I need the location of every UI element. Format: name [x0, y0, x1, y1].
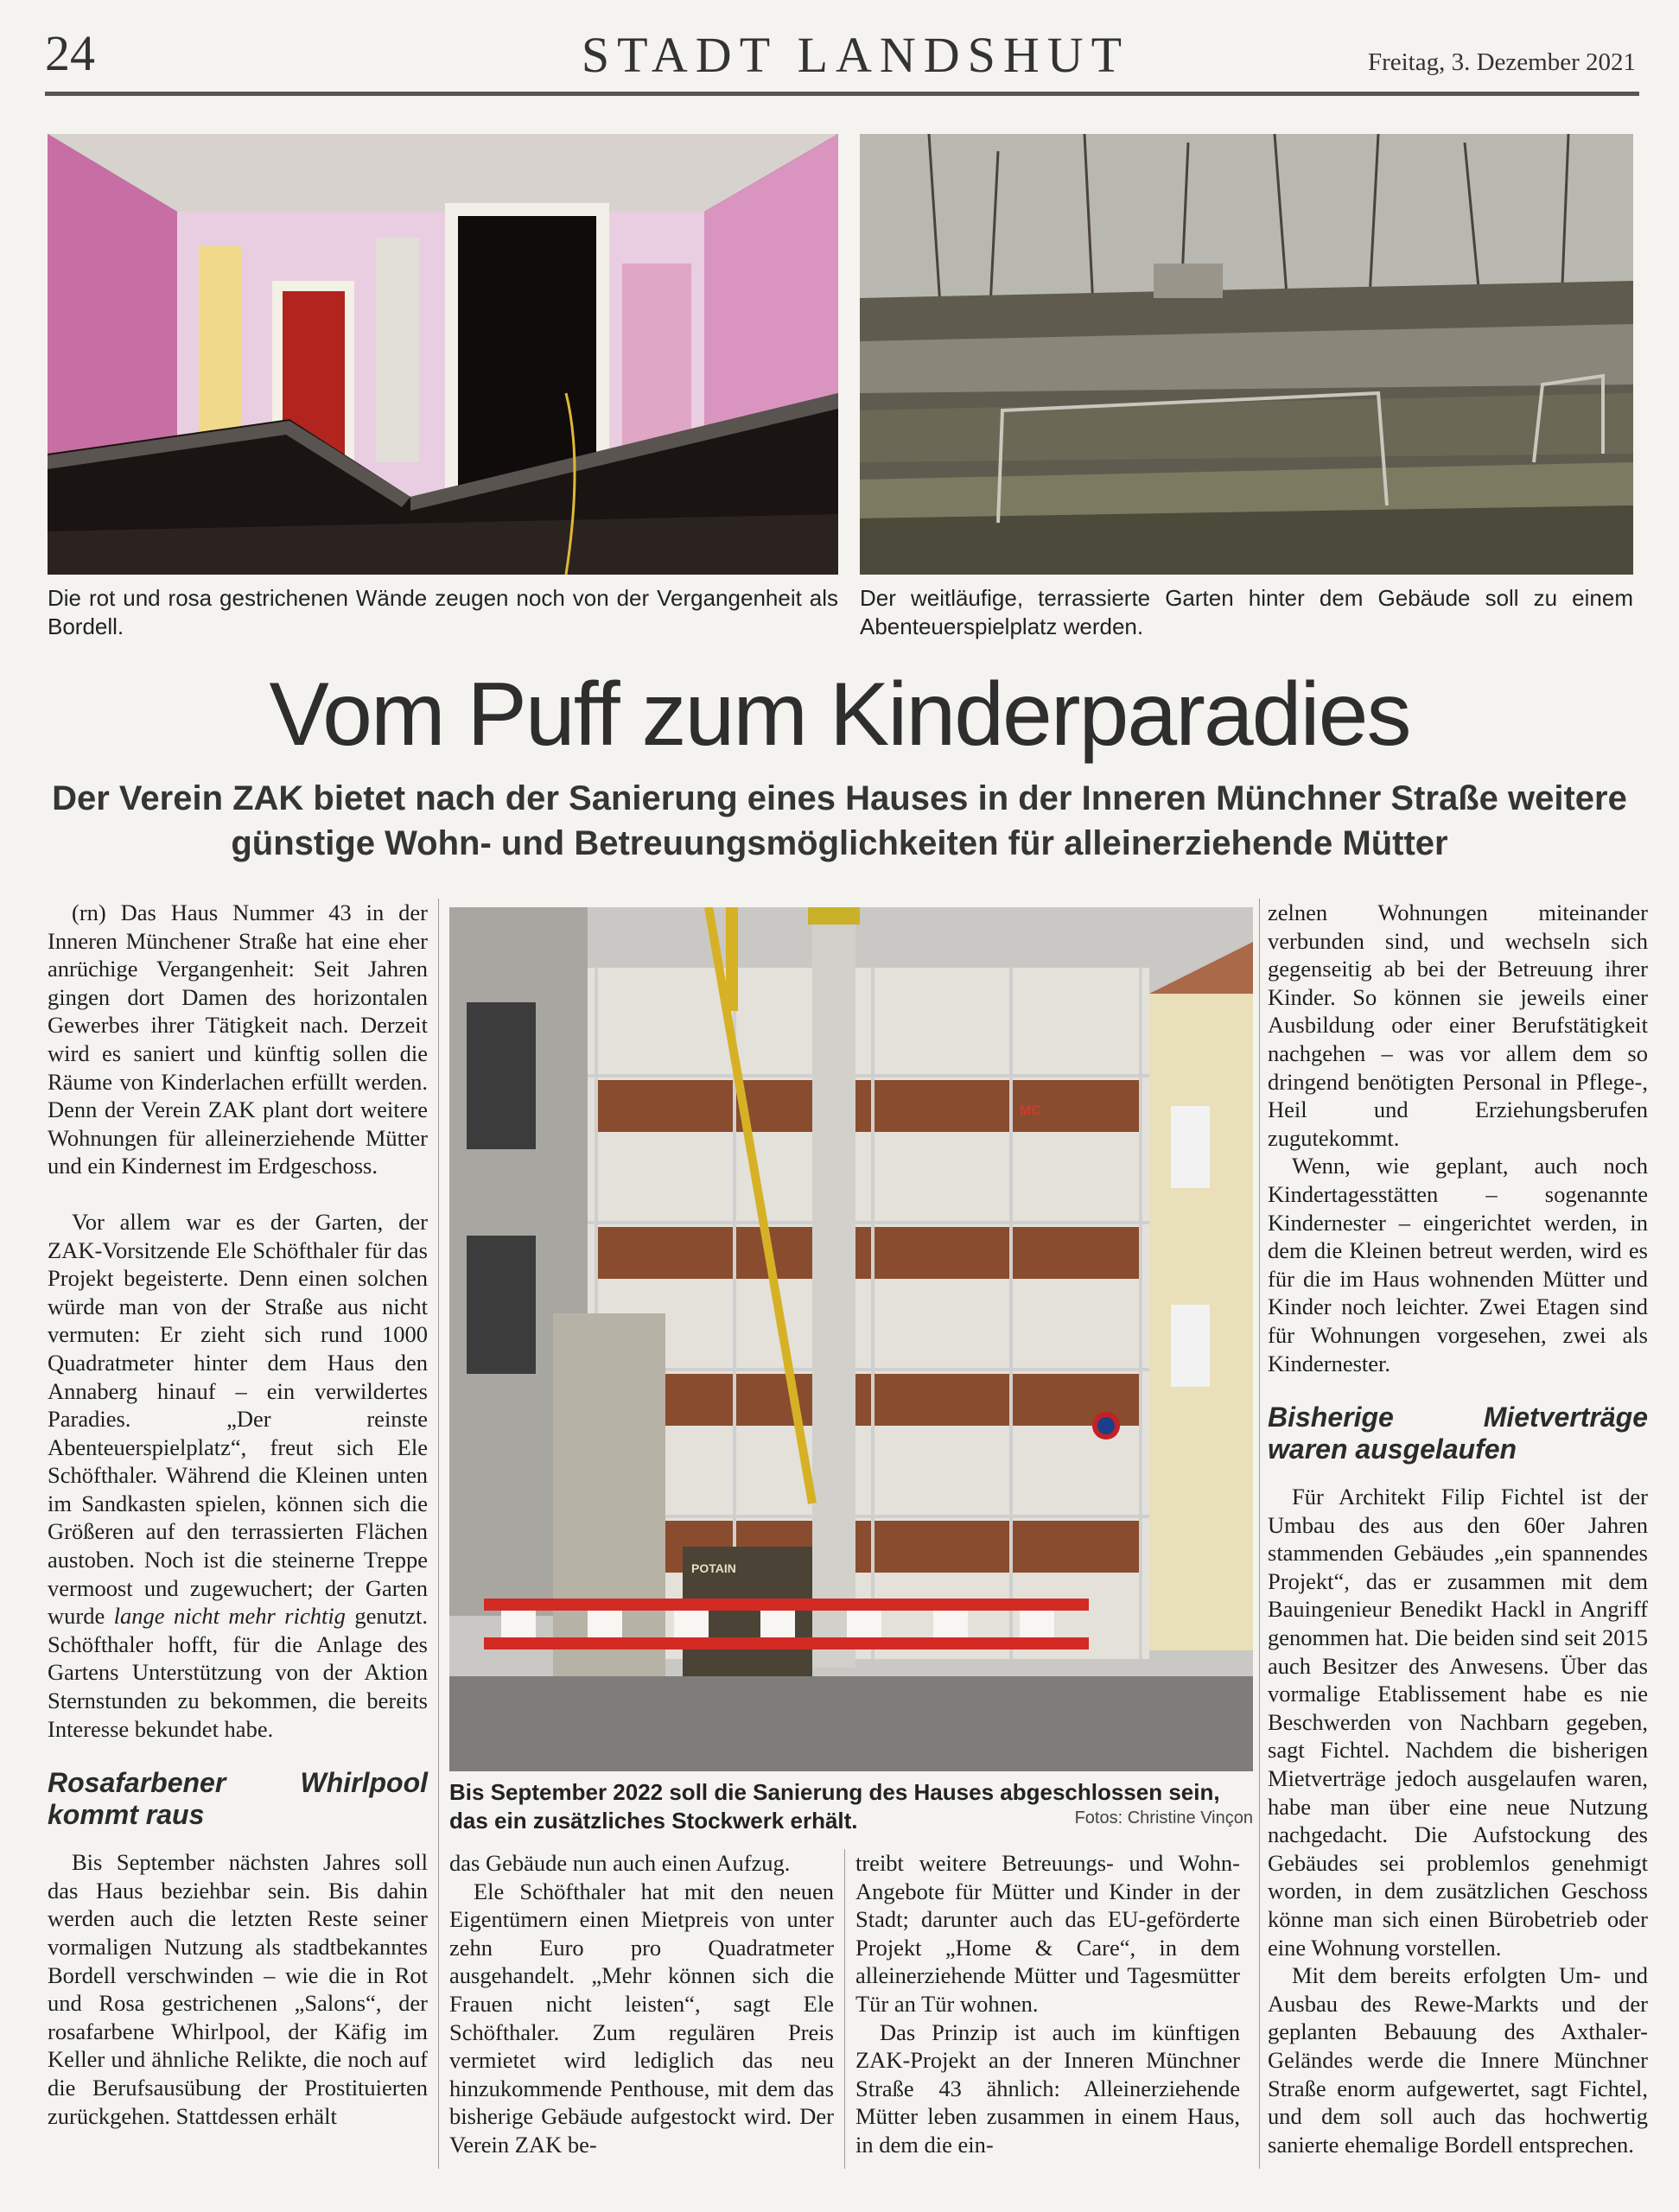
interior-illustration: [48, 134, 838, 575]
paragraph-relics: Bis September nächsten Jahres soll das Haus beziehbar sein. Bis dahin werden auch die letzten Reste seiner vormaligen Nutzung als stadtbekanntes Bordell verschwinden – wie die in Rot und Rosa gestrichenen „Salons“, der rosafarbene Whirlpool, der Käfig im Keller und ähnliche Relikte, die noch auf die Berufsausübung der Prostituierten zurückgehen. Stattdessen erhält: [48, 1849, 428, 2129]
paragraph-apartments: zelnen Wohnungen miteinander verbunden sind, und wechseln sich gegenseitig ab bei der Betreuung ihrer Kinder. So können sie jeweils einer Ausbildung oder einer Berufstätigkeit nachgehen – was vor allem dem so dringend benötigten Personal in Pflege-, Heil und Erziehungsberufen zugutekommt.: [1268, 899, 1648, 1151]
fence-brand-label: MC: [1020, 1103, 1041, 1118]
paragraph-upgrade: Mit dem bereits erfolgten Um- und Ausbau des Rewe-Markts und der geplanten Bebauung des Axthaler-Geländes werde die Innere Münchner Straße enorm aufgewertet, sagt Fichtel, und dem soll auch das hochwertig sanierte ehemalige Bordell entsprechen.: [1268, 1962, 1648, 2158]
paragraph-kindernest: Wenn, wie geplant, auch noch Kindertagesstätten – sogenannte Kindernester – eingerichtet werden, in dem die Kleinen betreut werden, wird es für die im Haus wohnenden Mütter und Kinder noch leichter. Zwei Etagen sind für Wohnungen vorgesehen, zwei als Kindernester.: [1268, 1153, 1648, 1376]
photo-interior-bordell: [48, 134, 838, 575]
headline: Vom Puff zum Kinderparadies: [269, 664, 1410, 765]
column-rule: [438, 899, 439, 2169]
photo-scaffolded-building: [449, 907, 1253, 1771]
article-column-2: [449, 1849, 834, 2159]
caption-garden: Der weitläufige, terrassierte Garten hinter dem Gebäude soll zu einem Abenteuerspielplatz werden.: [860, 585, 1633, 639]
paragraph-architect: Für Architekt Filip Fichtel ist der Umbau des aus den 60er Jahren stammenden Gebäudes „ein spannendes Projekt“, das er zusammen mit dem Bauingenieur Benedikt Hackl in Angriff genommen hat. Die beiden sind seit 2015 auch Besitzer des Anwesens. Über das vormalige Etablissement habe es nie Beschwerden von Nachbarn gegeben, sagt Fichtel. Nachdem die bisherigen Mietverträge jedoch ausgelaufen waren, habe man über eine neue Nutzung nachgedacht. Die Aufstockung des Gebäudes sei problemlos genehmigt worden, in dem zusätzlichen Geschoss könne man sich einen Bürobetrieb oder eine Wohnung vorstellen.: [1268, 1484, 1648, 1961]
paragraph-garden-text-a: Vor allem war es der Garten, der ZAK-Vorsitzende Ele Schöfthaler für das Projekt begeisterte. Denn einen solchen würde man von der Straße aus nicht vermuten: Er zieht sich rund 1000 Quadratmeter hinter dem Haus den Annaberg hinauf – ein verwildertes Paradies. „Der reinste Abenteuerspielplatz“, freut sich Ele Schöfthaler. Während die Kleinen unten im Sandkasten spielen, können sich die Größeren auf den terrassierten Flächen austoben. Noch ist die steinerne Treppe vermoost und zugewuchert; der Garten wurde: [48, 1208, 428, 1630]
caption-interior: Die rot und rosa gestrichenen Wände zeugen noch von der Vergangenheit als Bordell.: [48, 585, 838, 639]
article-column-3: [855, 1849, 1240, 2159]
paragraph-intro: (rn) Das Haus Nummer 43 in der Inneren Münchener Straße hat eine eher anrüchige Vergangenheit: Seit Jahren gingen dort Damen des horizontalen Gewerbes ihrer Tätigkeit nach. Derzeit wird es saniert und künftig sollen die Räume von Kinderlachen erfüllt werden. Denn der Verein ZAK plant dort weitere Wohnungen für alleinerziehende Mütter und ein Kindernest im Erdgeschoss.: [48, 899, 428, 1179]
photo-credit: Fotos: Christine Vinçon: [1074, 1808, 1253, 1827]
photo-garden-terraces: [860, 134, 1633, 575]
issue-date: Freitag, 3. Dezember 2021: [1367, 48, 1636, 76]
caption-scaffold: Bis September 2022 soll die Sanierung des Hauses abgeschlossen sein, das ein zusätzliches Stockwerk erhält.: [449, 1779, 1220, 1834]
garden-illustration: [860, 134, 1633, 575]
article-column-4: [1268, 899, 1648, 2158]
article-column-1: [48, 899, 428, 2130]
paragraph-garden-emphasis: lange nicht mehr richtig: [113, 1603, 346, 1630]
crane-label: POTAIN: [691, 1561, 736, 1575]
paragraph-garden-text-b: genutzt. Schöfthaler hofft, für die Anlage des Gartens Unterstützung von der Aktion Sternstunden zu bekommen, die bereits Interesse bekundet habe.: [48, 1603, 428, 1742]
subhead-leases: Bisherige Mietverträge waren ausgelaufen: [1268, 1402, 1648, 1465]
scaffold-illustration: [449, 907, 1253, 1771]
section-title: STADT LANDSHUT: [581, 27, 1130, 83]
paragraph-principle: Das Prinzip ist auch im künftigen ZAK-Projekt an der Inneren Münchner Straße 43 ähnlich: Alleinerziehende Mütter leben zusammen in einem Haus, in dem die ein-: [855, 2018, 1240, 2158]
column-rule: [844, 1849, 845, 2169]
paragraph-elevator: das Gebäude nun auch einen Aufzug.: [449, 1850, 791, 1876]
page-number: 24: [45, 25, 95, 81]
paragraph-offers: treibt weitere Betreuungs- und Wohn-Angebote für Mütter und Kinder in der Stadt; darunter auch das EU-geförderte Projekt „Home & Care“, in dem alleinerziehende Mütter und Tagesmütter Tür an Tür wohnen.: [855, 1850, 1240, 2017]
masthead-rule: [45, 92, 1639, 96]
paragraph-garden: [48, 1208, 428, 1743]
subheadline: Der Verein ZAK bietet nach der Sanierung eines Hauses in der Inneren Münchner Straße weitere günstige Wohn- und Betreuungsmöglichkeiten für alleinerziehende Mütter: [52, 779, 1627, 862]
subhead-whirlpool: Rosafarbener Whirlpool kommt raus: [48, 1767, 428, 1831]
paragraph-rent: Ele Schöfthaler hat mit den neuen Eigentümern einen Mietpreis von unter zehn Euro pro Quadratmeter ausgehandelt. „Mehr können sich die Frauen nicht leisten“, sagt Ele Schöfthaler. Zum regulären Preis vermietet wird lediglich das neu hinzukommende Penthouse, mit dem das bisherige Gebäude aufgestockt wird. Der Verein ZAK be-: [449, 1878, 834, 2158]
column-rule: [1259, 899, 1260, 2169]
